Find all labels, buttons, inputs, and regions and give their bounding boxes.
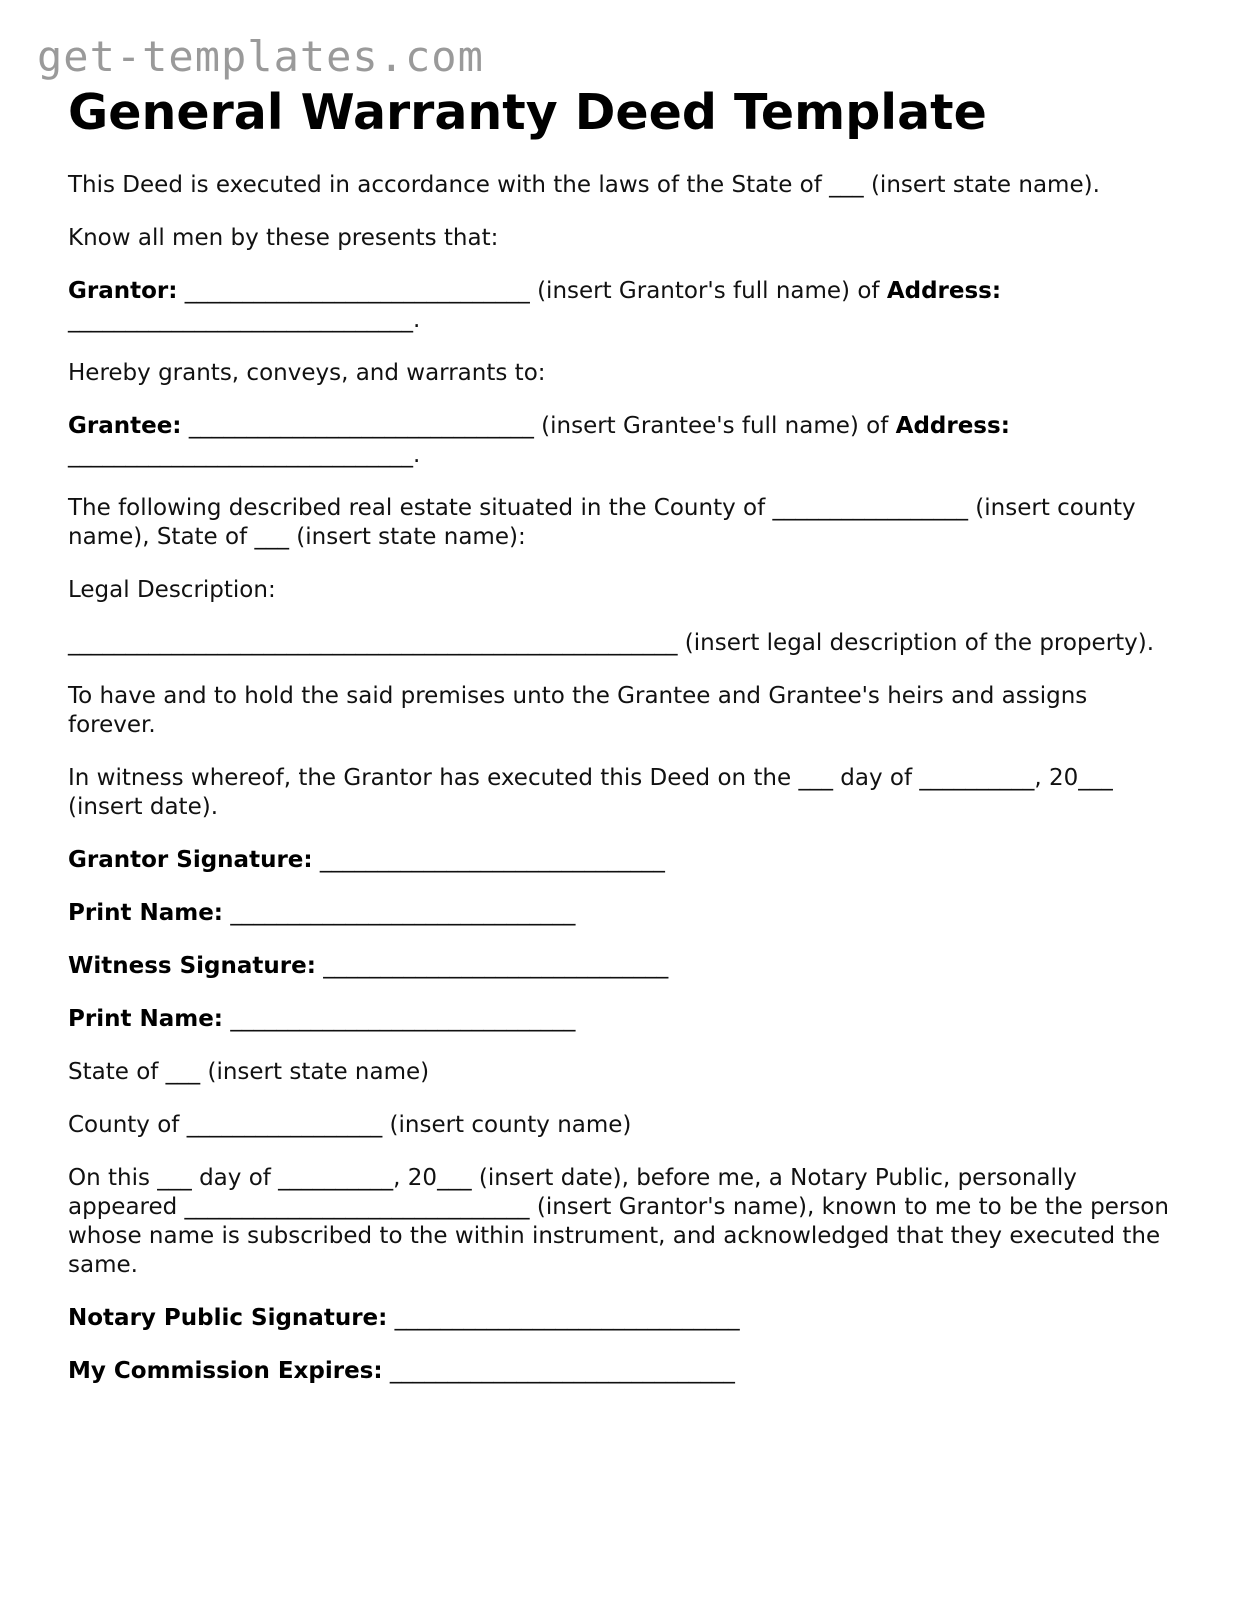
notary-signature-line [68,1304,1178,1333]
grantee-address-label: Address: [895,412,1010,439]
legal-description-paragraph: _____________________________________________________ (insert legal description of the property). [68,629,1155,656]
state-law-paragraph: This Deed is executed in accordance with the laws of the State of ___ (insert state name). [68,171,1100,198]
print-name-line-1 [68,899,1178,928]
grantee-address-blank[interactable]: ______________________________. [68,441,421,468]
commission-expires-blank[interactable]: ______________________________ [389,1357,735,1384]
document-title: General Warranty Deed Template [68,84,987,141]
grantor-instruction: (insert Grantor's full name) of [529,277,887,304]
county-of-line: County of _________________ (insert county name) [68,1111,632,1138]
notary-signature-blank[interactable]: ______________________________ [394,1304,740,1331]
state-of-line: State of ___ (insert state name) [68,1058,430,1085]
document-body [68,84,1178,1386]
to-have-paragraph: To have and to hold the said premises unto the Grantee and Grantee's heirs and assigns forever. [68,682,1088,738]
commission-expires-label: My Commission Expires: [68,1357,383,1384]
grantor-label: Grantor: [68,277,178,304]
grantee-paragraph [68,412,1178,470]
grantor-signature-blank[interactable]: ______________________________ [319,846,665,873]
commission-expires-line [68,1357,1178,1386]
watermark: get-templates.com [37,32,484,81]
hereby-paragraph: Hereby grants, conveys, and warrants to: [68,359,546,386]
witness-signature-line [68,952,1178,981]
witness-whereof-paragraph: In witness whereof, the Grantor has executed this Deed on the ___ day of __________, 20___ (insert date). [68,764,1113,820]
grantee-label: Grantee: [68,412,182,439]
grantor-signature-label: Grantor Signature: [68,846,313,873]
legal-description-label: Legal Description: [68,576,276,603]
grantor-paragraph [68,277,1178,335]
grantor-signature-line [68,846,1178,875]
print-name-blank-1[interactable]: ______________________________ [230,899,576,926]
know-all-paragraph: Know all men by these presents that: [68,224,499,251]
witness-signature-label: Witness Signature: [68,952,316,979]
print-name-blank-2[interactable]: ______________________________ [230,1005,576,1032]
grantor-name-blank[interactable]: ______________________________ [184,277,530,304]
print-name-label-1: Print Name: [68,899,223,926]
grantee-instruction: (insert Grantee's full name) of [533,412,896,439]
notary-paragraph: On this ___ day of __________, 20___ (insert date), before me, a Notary Public, personally appeared ______________________________ (insert Grantor's name), known to me to be the person whose name is subscribed to the within instrument, and acknowledged that they executed the same. [68,1164,1169,1278]
witness-signature-blank[interactable]: ______________________________ [323,952,669,979]
print-name-label-2: Print Name: [68,1005,223,1032]
grantor-address-label: Address: [886,277,1002,304]
grantor-address-blank[interactable]: ______________________________. [68,306,421,333]
grantee-name-blank[interactable]: ______________________________ [188,412,534,439]
real-estate-paragraph: The following described real estate situated in the County of _________________ (insert county name), State of ___ (insert state name): [68,494,1136,550]
notary-signature-label: Notary Public Signature: [68,1304,388,1331]
print-name-line-2 [68,1005,1178,1034]
